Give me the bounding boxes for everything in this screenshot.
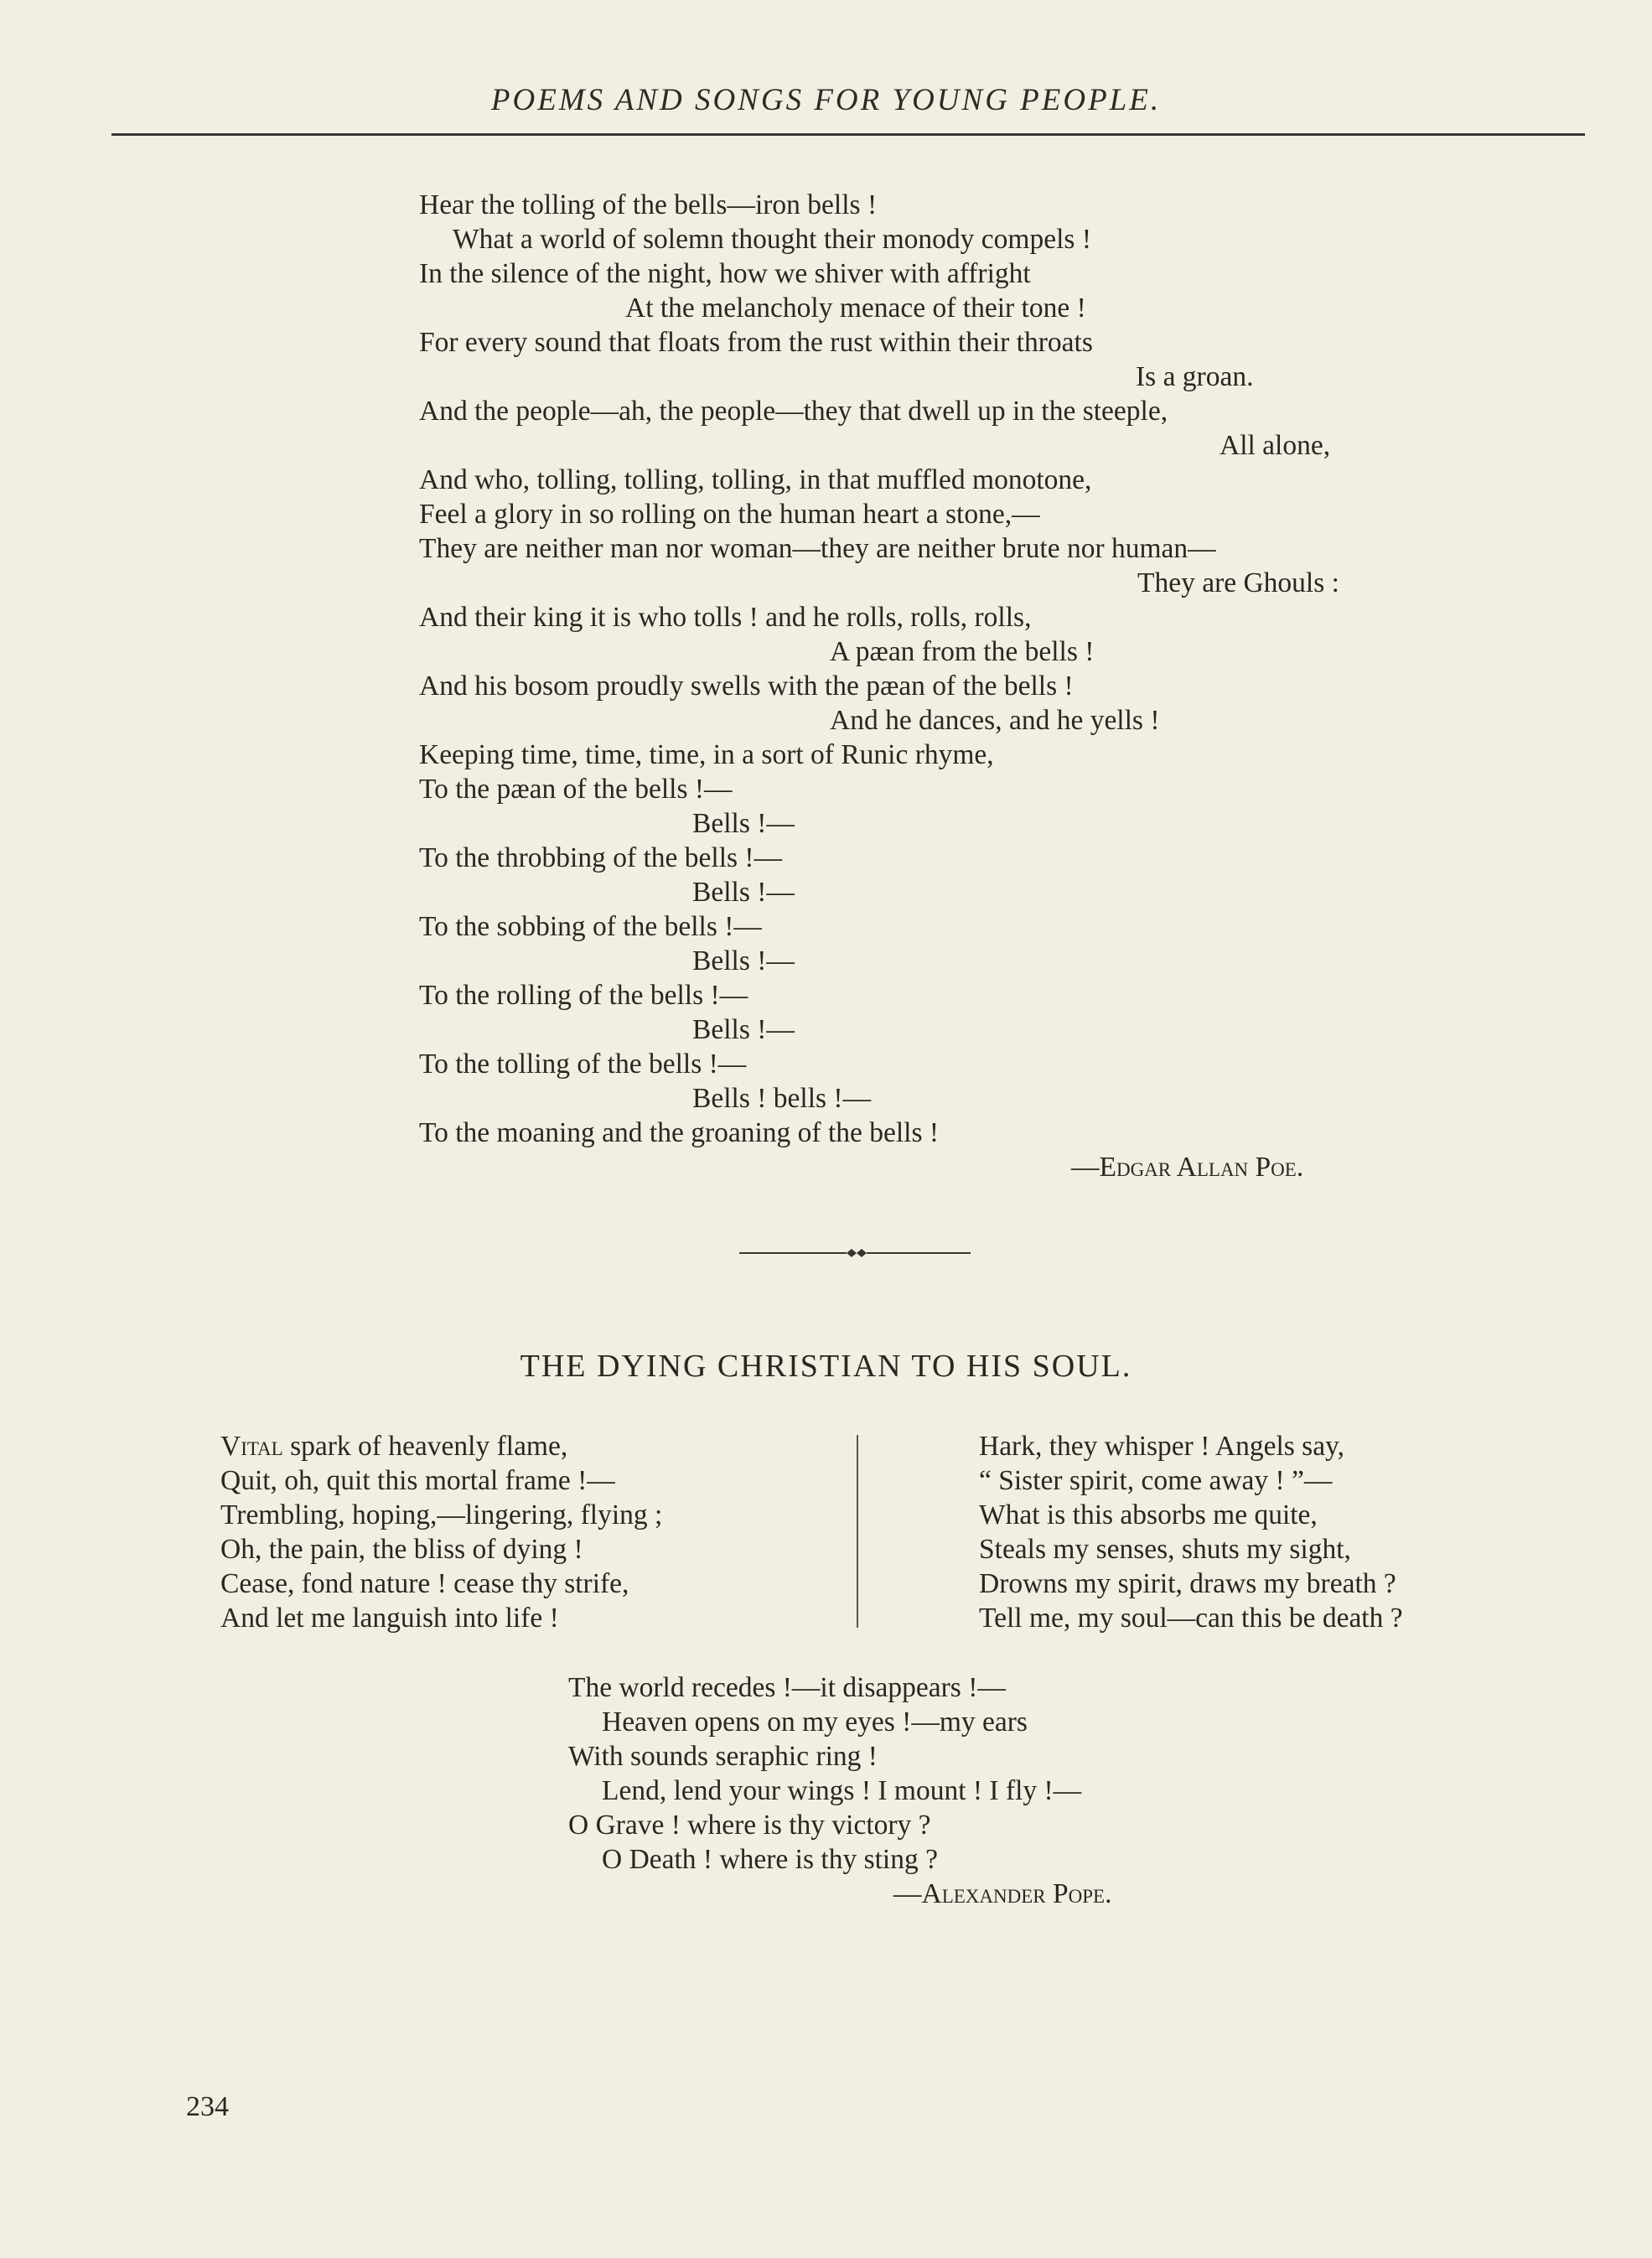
poem-attribution: —Edgar Allan Poe. [1071, 1152, 1304, 1183]
drop-word: Vital [220, 1431, 283, 1462]
poem-line: And let me languish into life ! [220, 1603, 559, 1634]
poem-line: Cease, fond nature ! cease thy strife, [220, 1568, 629, 1599]
poem-line: And he dances, and he yells ! [830, 705, 1160, 736]
poem-line: And their king it is who tolls ! and he rolls, rolls, rolls, [419, 602, 1032, 633]
poem-line: O Death ! where is thy sting ? [602, 1844, 938, 1875]
poem-line: Oh, the pain, the bliss of dying ! [220, 1534, 583, 1565]
section-ornament [738, 1243, 972, 1263]
poem-line: To the sobbing of the bells !— [419, 911, 762, 942]
poem-line: Bells !— [692, 808, 795, 839]
poem-attribution: —Alexander Pope. [893, 1878, 1112, 1909]
poem-line: Hark, they whisper ! Angels say, [979, 1431, 1345, 1462]
poem-line: To the tolling of the bells !— [419, 1049, 747, 1080]
poem-line: “ Sister spirit, come away ! ”— [979, 1465, 1333, 1496]
poem-line: Bells !— [692, 945, 795, 976]
poem-line: They are neither man nor woman—they are neither brute nor human— [419, 533, 1216, 564]
poem-line: O Grave ! where is thy victory ? [568, 1810, 931, 1841]
poem-line: With sounds seraphic ring ! [568, 1741, 878, 1772]
poem-line: Bells !— [692, 1014, 795, 1045]
poem-line: Heaven opens on my eyes !—my ears [602, 1706, 1028, 1738]
poem-line: Bells ! bells !— [692, 1083, 872, 1114]
poem-line: Quit, oh, quit this mortal frame !— [220, 1465, 615, 1496]
poem-title: THE DYING CHRISTIAN TO HIS SOUL. [520, 1349, 1132, 1384]
poem-line: Hear the tolling of the bells—iron bells ! [419, 189, 878, 220]
poem-line: To the rolling of the bells !— [419, 980, 748, 1011]
poem-line: Bells !— [692, 877, 795, 908]
poem-line: All alone, [1220, 430, 1331, 461]
poem-line: A pæan from the bells ! [830, 636, 1095, 667]
poem-line: What a world of solemn thought their monody compels ! [453, 224, 1091, 255]
poem-line: Trembling, hoping,—lingering, flying ; [220, 1499, 663, 1530]
poem-line: Tell me, my soul—can this be death ? [979, 1603, 1403, 1634]
poem-line: Keeping time, time, time, in a sort of Runic rhyme, [419, 739, 994, 770]
poem-line: What is this absorbs me quite, [979, 1499, 1318, 1530]
poem-line: At the melancholy menace of their tone ! [625, 293, 1086, 324]
poem-line: To the throbbing of the bells !— [419, 842, 783, 873]
poem-line: To the pæan of the bells !— [419, 774, 733, 805]
poem-line: Vital spark of heavenly flame, [220, 1431, 568, 1462]
poem-line: To the moaning and the groaning of the bells ! [419, 1117, 940, 1148]
running-head: POEMS AND SONGS FOR YOUNG PEOPLE. [490, 83, 1162, 117]
poem-line: For every sound that floats from the rust within their throats [419, 327, 1093, 358]
poem-line: In the silence of the night, how we shiver with affright [419, 258, 1031, 289]
poem-line: Feel a glory in so rolling on the human heart a stone,— [419, 499, 1040, 530]
page-number: 234 [186, 2091, 229, 2122]
poem-line: Is a groan. [1136, 361, 1254, 392]
poem-line: The world recedes !—it disappears !— [568, 1672, 1006, 1703]
header-rule [111, 133, 1585, 136]
poem-line: Drowns my spirit, draws my breath ? [979, 1568, 1396, 1599]
column-divider [857, 1435, 858, 1628]
poem-line: Lend, lend your wings ! I mount ! I fly !— [602, 1775, 1082, 1806]
poem-line: Steals my senses, shuts my sight, [979, 1534, 1351, 1565]
poem-line: And who, tolling, tolling, tolling, in that muffled monotone, [419, 464, 1092, 495]
poem-line: They are Ghouls : [1137, 567, 1339, 598]
poem-line: And the people—ah, the people—they that dwell up in the steeple, [419, 396, 1168, 427]
poem-line: And his bosom proudly swells with the pæan of the bells ! [419, 671, 1074, 702]
